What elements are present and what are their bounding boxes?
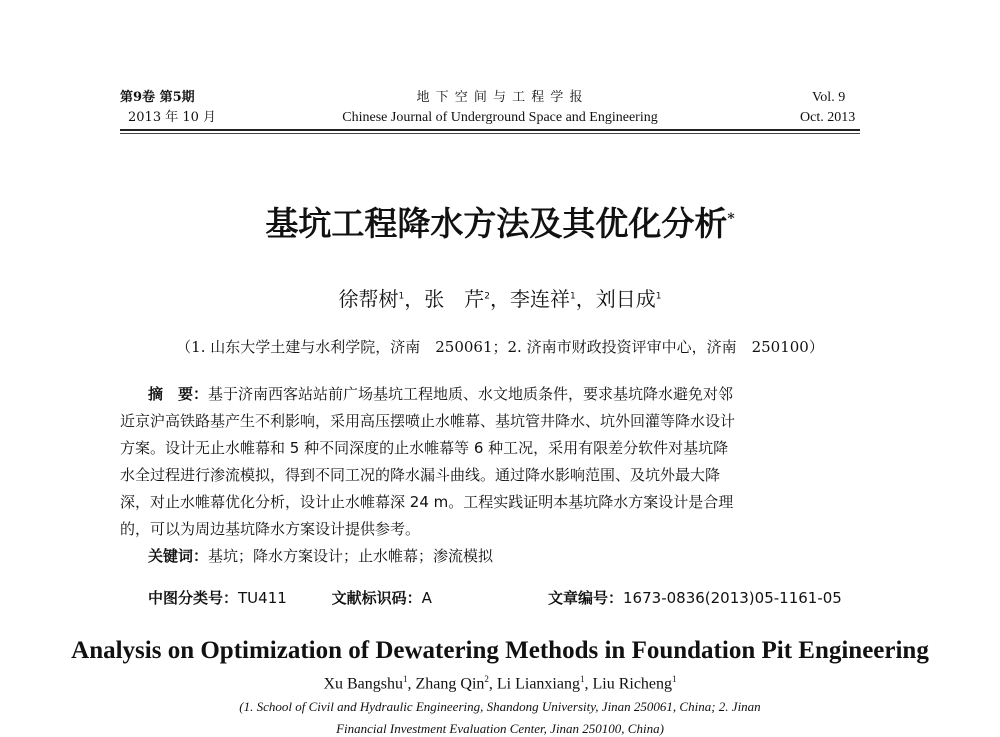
english-title: Analysis on Optimization of Dewatering Methods in Foundation Pit Engineering [71,637,929,664]
keywords: 关键词：基坑；降水方案设计；止水帷幕；渗流模拟 [148,547,494,565]
abstract-line: 的，可以为周边基坑降水方案设计提供参考。 [120,520,421,538]
abstract-line: 深，对止水帷幕优化分析，设计止水帷幕深 24 m。工程实践证明本基坑降水方案设计是合理 [120,493,734,511]
journal-en: Chinese Journal of Underground Space and Engineering [342,110,658,125]
affiliation-en-line1: (1. School of Civil and Hydraulic Engineering, Shandong University, Jinan 250061, China; 2. Jinan [239,699,761,714]
abstract-line: 基于济南西客站站前广场基坑工程地质、水文地质条件，要求基坑降水避免对邻 [208,385,734,403]
vol-en: Vol. 9 [812,90,846,105]
classification: 中图分类号：TU411 文献标识码：A 文章编号：1673-0836(2013)05-1161-05 [148,589,842,607]
volume-issue: 第9卷 第5期 [120,90,195,105]
authors-cn: 徐帮树$^1$，张 芹$^2$，李连祥$^1$，刘日成$^1$ [338,287,662,311]
abstract-label: 摘 要： [148,385,209,403]
paper-title: 基坑工程降水方法及其优化分析* [265,204,735,243]
journal-cn: 地 下 空 间 与 工 程 学 报 [416,90,584,105]
header-rule-thin [120,133,860,134]
abstract-line: 方案。设计无止水帷幕和 5 种不同深度的止水帷幕等 6 种工况，采用有限差分软件对基坑降 [120,439,729,457]
affiliation-en-line2: Financial Investment Evaluation Center, Jinan 250100, China) [336,721,664,736]
date-cn: 2013 年 10 月 [128,110,217,125]
abstract-line: 近京沪高铁路基产生不利影响，采用高压摆喷止水帷幕、基坑管井降水、坑外回灌等降水设计 [120,412,736,430]
affiliation-cn: （1. 山东大学土建与水利学院，济南 250061；2. 济南市财政投资评审中心，济南 250100） [176,338,824,356]
header-rule [120,129,860,131]
authors-en: Xu Bangshu$^1$, Zhang Qin$^2$, Li Lianxiang$^1$, Liu Richeng$^1$ [323,674,677,693]
date-en: Oct. 2013 [800,110,856,125]
abstract-line: 水全过程进行渗流模拟，得到不同工况的降水漏斗曲线。通过降水影响范围、及坑外最大降 [120,466,721,484]
